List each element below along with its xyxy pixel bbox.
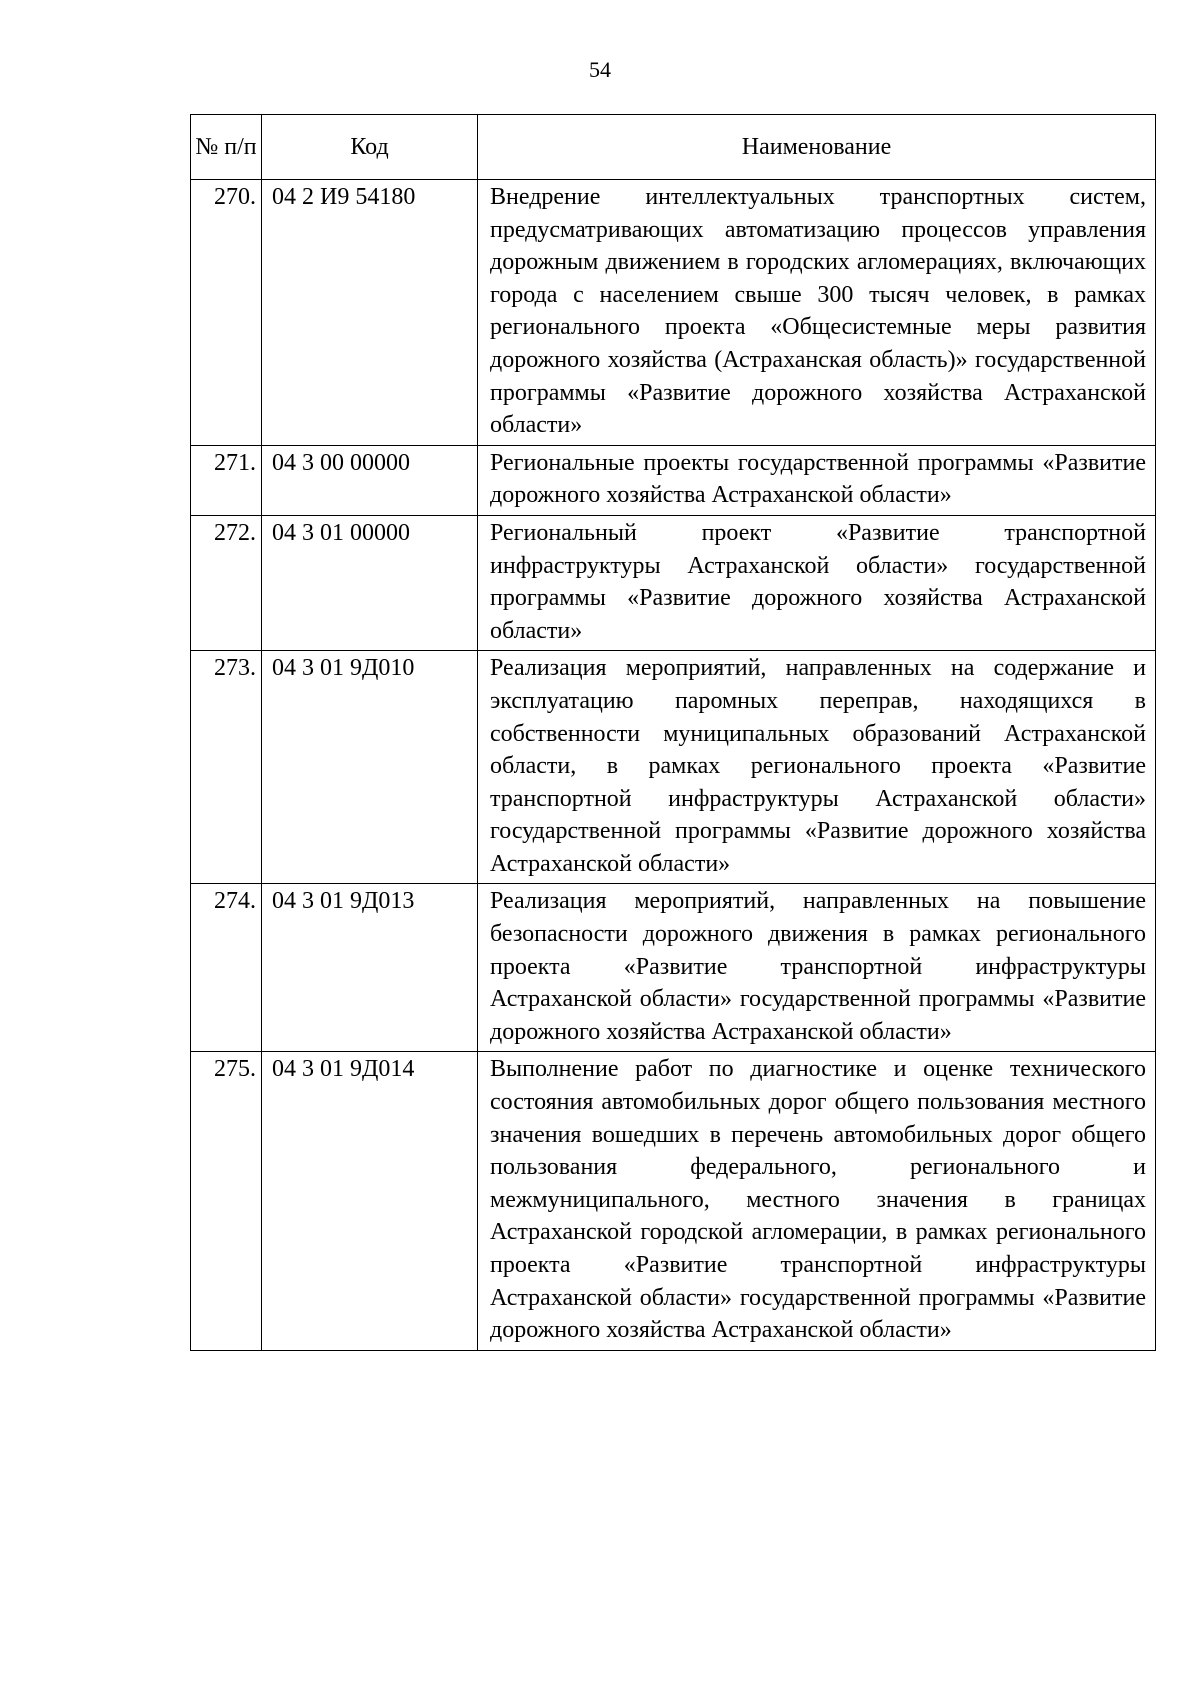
header-name bbox=[478, 115, 1156, 180]
table-row bbox=[191, 515, 1156, 650]
row-name: Выполнение работ по диагностике и оценке технического состояния автомобильных дорог общего пользования местного значения вошедших в перечень автомобильных дорог общего пользования федерального, регионального и межмуниципального, местного значения в границах Астраханской городской агломерации, в рамках регионального проекта «Развитие транспортной инфраструктуры Астраханской области» государственной программы «Развитие дорожного хозяйства Астраханской области» bbox=[478, 1052, 1156, 1350]
row-code: 04 2 И9 54180 bbox=[262, 180, 478, 446]
page-number: 54 bbox=[589, 57, 611, 82]
table-row bbox=[191, 180, 1156, 446]
header-code bbox=[262, 115, 478, 180]
header-code-label: Код bbox=[350, 133, 389, 160]
header-number bbox=[191, 115, 262, 180]
table-row bbox=[191, 1052, 1156, 1350]
header-name-label: Наименование bbox=[741, 133, 892, 160]
row-code: 04 3 01 00000 bbox=[262, 515, 478, 650]
table-header-row bbox=[191, 115, 1156, 180]
table-row bbox=[191, 651, 1156, 884]
row-name: Внедрение интеллектуальных транспортных систем, предусматривающих автоматизацию процессов управления дорожным движением в городских агломерациях, включающих города с населением свыше 300 тысяч человек, в рамках регионального проекта «Общесистемные меры развития дорожного хозяйства (Астраханская область)» государственной программы «Развитие дорожного хозяйства Астраханской области» bbox=[478, 180, 1156, 446]
table-row bbox=[191, 884, 1156, 1052]
row-code: 04 3 00 00000 bbox=[262, 445, 478, 515]
row-name: Региональные проекты государственной программы «Развитие дорожного хозяйства Астраханской области» bbox=[478, 445, 1156, 515]
row-name: Региональный проект «Развитие транспортной инфраструктуры Астраханской области» государственной программы «Развитие дорожного хозяйства Астраханской области» bbox=[478, 515, 1156, 650]
header-number-label: № п/п bbox=[195, 133, 257, 160]
row-name: Реализация мероприятий, направленных на содержание и эксплуатацию паромных переправ, находящихся в собственности муниципальных образований Астраханской области, в рамках регионального проекта «Развитие транспортной инфраструктуры Астраханской области» государственной программы «Развитие дорожного хозяйства Астраханской области» bbox=[478, 651, 1156, 884]
budget-classification-table bbox=[190, 114, 1156, 1351]
row-code: 04 3 01 9Д014 bbox=[262, 1052, 478, 1350]
row-number: 272. bbox=[191, 515, 262, 650]
row-code: 04 3 01 9Д010 bbox=[262, 651, 478, 884]
row-number: 275. bbox=[191, 1052, 262, 1350]
row-number: 273. bbox=[191, 651, 262, 884]
row-code: 04 3 01 9Д013 bbox=[262, 884, 478, 1052]
row-number: 274. bbox=[191, 884, 262, 1052]
table-row bbox=[191, 445, 1156, 515]
row-number: 270. bbox=[191, 180, 262, 446]
row-name: Реализация мероприятий, направленных на повышение безопасности дорожного движения в рамках регионального проекта «Развитие транспортной инфраструктуры Астраханской области» государственной программы «Развитие дорожного хозяйства Астраханской области» bbox=[478, 884, 1156, 1052]
row-number: 271. bbox=[191, 445, 262, 515]
